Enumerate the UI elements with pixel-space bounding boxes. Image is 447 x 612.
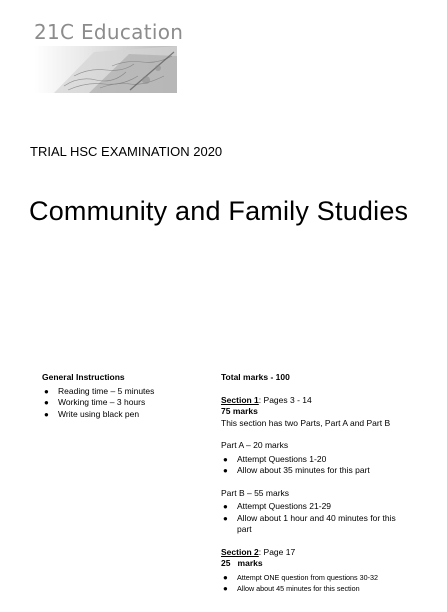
list-item: ● Working time – 3 hours — [44, 397, 146, 407]
bullet-icon: ● — [44, 386, 49, 396]
bullet-icon: ● — [223, 583, 228, 593]
general-instructions-heading: General Instructions — [42, 372, 125, 382]
bullet-icon: ● — [223, 513, 228, 523]
list-item: ● Attempt ONE question from questions 30-32 — [223, 572, 379, 582]
exam-title: TRIAL HSC EXAMINATION 2020 — [30, 144, 223, 159]
logo-photo-graphic — [34, 46, 177, 93]
part-b-heading: Part B – 55 marks — [221, 487, 290, 498]
section1-description: This section has two Parts, Part A and Part B — [221, 417, 391, 428]
section2-list — [221, 572, 421, 594]
list-item: ● Allow about 35 minutes for this part — [223, 465, 370, 475]
bullet-icon: ● — [223, 502, 228, 511]
part-a-heading: Part A – 20 marks — [221, 440, 289, 450]
bullet-icon: ● — [223, 572, 228, 582]
part-b-list — [221, 501, 421, 536]
bullet-icon: ● — [44, 409, 49, 419]
bullet-icon: ● — [223, 454, 228, 464]
list-item: ● Write using black pen — [44, 408, 140, 419]
handwritten-notes-photo-icon — [34, 46, 177, 93]
list-item: ● Allow about 45 minutes for this section — [223, 583, 360, 593]
logo-text: 21C Education — [34, 20, 184, 44]
bullet-icon: ● — [223, 466, 228, 475]
marks-info — [221, 372, 421, 594]
section1-heading — [221, 395, 421, 407]
general-instructions-list — [42, 386, 212, 421]
general-instructions — [42, 372, 212, 420]
section2-heading — [221, 547, 421, 559]
logo — [30, 16, 184, 78]
section1-pages: : Pages 3 - 14 — [258, 394, 312, 405]
section2-pages: : Page 17 — [258, 546, 296, 557]
part-a-list — [221, 454, 421, 477]
list-item: ● Reading time – 5 minutes — [44, 385, 155, 396]
list-item: ● Attempt Questions 21-29 — [223, 501, 332, 511]
total-marks: Total marks - 100 — [221, 372, 290, 382]
subject-title: Community and Family Studies — [29, 196, 409, 226]
section2-marks: 25 marks — [221, 558, 263, 568]
bullet-icon: ● — [44, 398, 49, 407]
section1-marks: 75 marks — [221, 406, 258, 416]
section2-label: Section 2 — [221, 546, 259, 557]
list-item: ● Allow about 1 hour and 40 minutes for this part — [223, 512, 396, 534]
section1-label: Section 1 — [221, 394, 259, 405]
list-item: ● Attempt Questions 1-20 — [223, 453, 327, 464]
